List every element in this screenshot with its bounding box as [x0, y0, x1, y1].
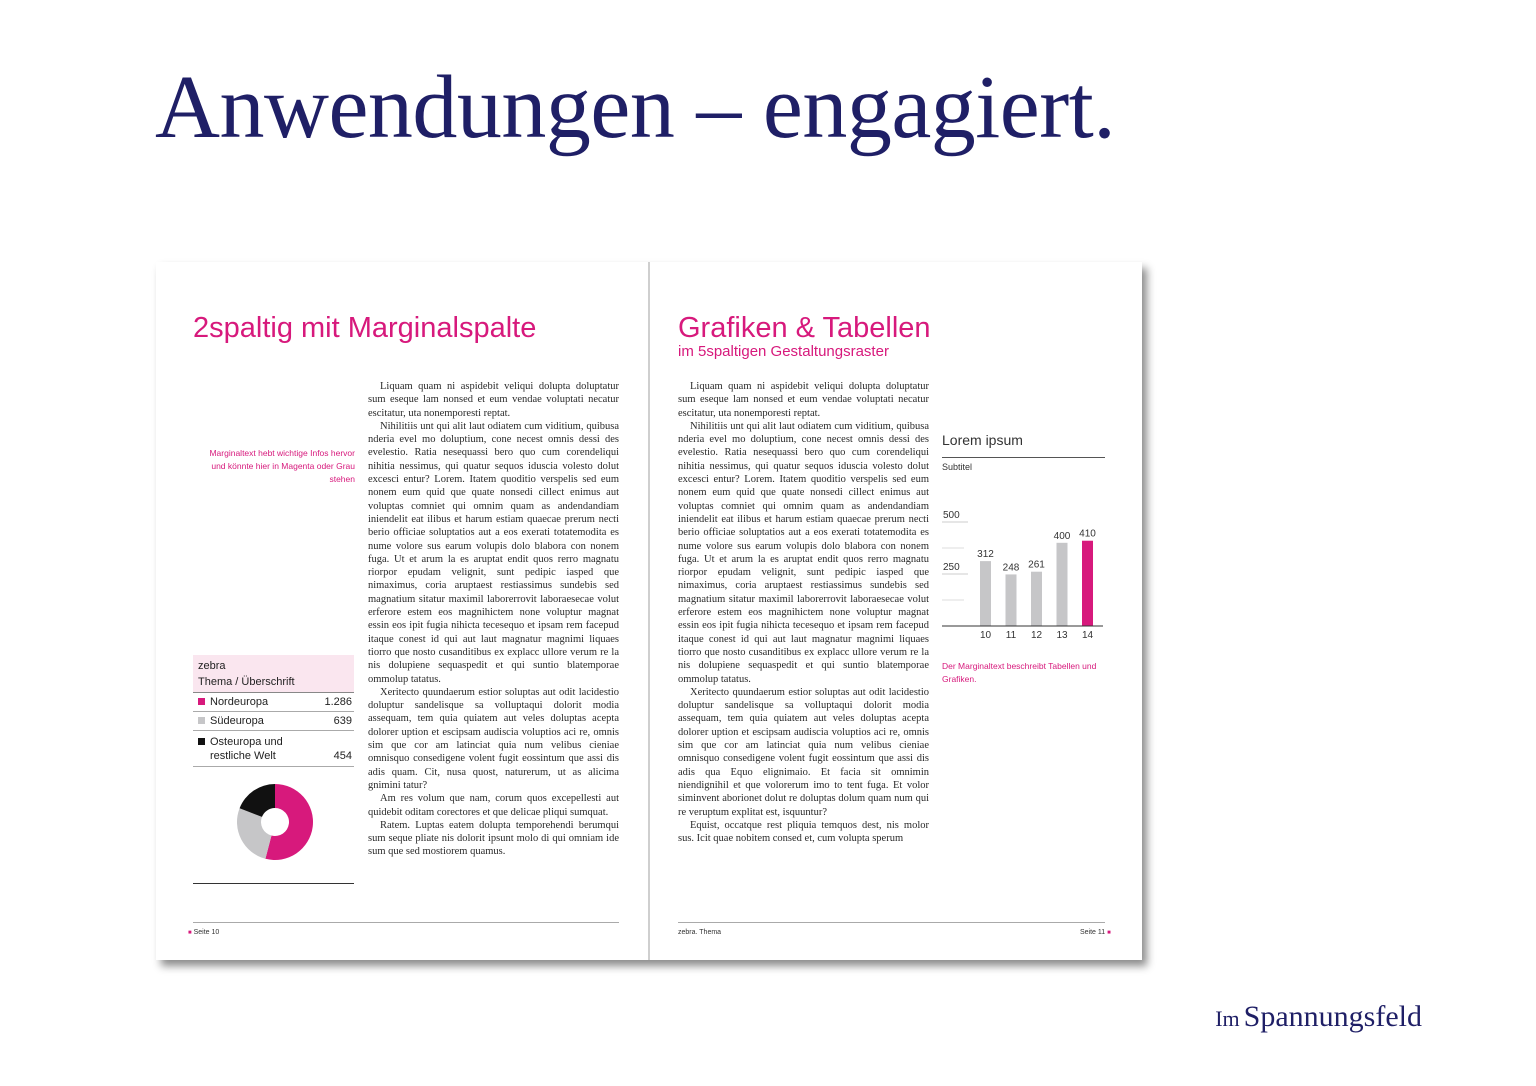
bar-value-label: 400	[1053, 530, 1071, 542]
donut-chart	[234, 781, 316, 863]
zebra-table	[193, 655, 354, 767]
chart-title-rule	[942, 457, 1105, 458]
footer-rule	[678, 922, 1105, 923]
bar-value-label: 261	[1028, 559, 1045, 571]
body-paragraph: Ratem. Luptas eatem dolupta temporehendi berumqui sum seque pliate nis dolorit ipsunt molo di qui omniam ide sum que sed mostiorem quamus.	[368, 819, 619, 858]
right-body-text	[678, 380, 929, 845]
row-value: 454	[333, 750, 352, 762]
bar-chart	[940, 490, 1108, 645]
body-paragraph: Nihilitiis unt qui alit laut odiatem cum viditium, quibusa nderia evel mo doluptium, cone necest omnis dessi des evelestio. Ratia nesequassi bero quo cum corendeliqui nihitia nessimus, qui quatur sequos iduscia volesto dolut excesci entur? Lorem. Itatem quoditio verspelis sed eum nonem eum quid que quate nonsedi cillect enimus aut voluptas comniet qui omnim quam as andendandiam iniendelit eat ilibus et harum estiam quaecae prerum necti berio officiae soluptatios aut a eos exerati totatemodita es nume volore sus earum volupis dolo blabora con nonem fuga. Ut et arum la es aruptat endit quos rerro magnatu riorpor epudam velignit, sunt pedipic iasped que nimaximus, coria aruptaest restiassimus sundebis sed magnatium sitatur maximil laborerrovit laboraesecae volut erferore estem eos magnihictem none voluptur magnat essin eos ipit fugia nihicta tecesequo et ipsam rem facepud itaque conest id qui aut laut magnatur magnimi liquaes tiorro que nosto cusanditibus ex explacc ullore verum re la nis dolupiene sequaspedit et qui suntio blatemporae ommolup tatatus.	[368, 420, 619, 685]
table-row	[193, 693, 354, 712]
body-paragraph: Xeritecto quundaerum estior soluptas aut odit lacidestio doluptur sandelisque sa volluptaqui dolorit modia assequam, tem quia quiatem aut veles doluptas acepta dolorer uption et escipsam audiscia voluptios aci re, omnis sim que cor am latinciat quia num velibus cieniae omnisquo consedigene volent fugit eossintum que assi dis adis qua Equo elignimaio. Et facia sit omnimin niendignihil et que volorerum imo to tent fuga. Et volor siminvent aborionet dolut re doluptas dolum quam num qui re veruptum explitat est, isquuntur?	[678, 686, 929, 818]
body-paragraph: Liquam quam ni aspidebit veliqui dolupta doluptatur sum eseque lam nonsed et eum vendae voluptati necatur escitatur, uta nonemporesti reptat.	[368, 381, 619, 419]
chart-caption: Der Marginaltext beschreibt Tabellen und Grafiken.	[942, 661, 1097, 684]
right-page	[650, 262, 1142, 960]
page-marker-icon: ■	[188, 930, 192, 936]
right-page-subtitle: im 5spaltigen Gestaltungsraster	[678, 343, 889, 360]
page-number: Seite 11	[1080, 929, 1106, 936]
left-page	[156, 262, 648, 960]
footer-brand-prefix: Im	[1215, 1006, 1240, 1031]
bar-value-label: 248	[1002, 562, 1020, 574]
legend-swatch	[198, 738, 205, 745]
body-paragraph: Liquam quam ni aspidebit veliqui dolupta doluptatur sum eseque lam nonsed et eum vendae voluptati necatur escitatur, uta nonemporesti reptat.	[678, 381, 929, 419]
y-tick-label: 250	[943, 562, 960, 573]
row-value: 1.286	[324, 696, 352, 708]
bar-14	[1082, 541, 1093, 626]
table-header-title: zebra	[198, 660, 226, 672]
body-paragraph: Nihilitiis unt qui alit laut odiatem cum viditium, quibusa nderia evel mo doluptium, cone necest omnis dessi des evelestio. Ratia nesequassi bero quo cum corendeliqui nihitia nessimus, qui quatur sequos iduscia volesto dolut excesci entur? Lorem. Itatem quoditio verspelis sed eum nonem eum quid que quate nonsedi cillect enimus aut voluptas comniet qui omnim quam as andendandiam iniendelit eat ilibus et harum estiam quaecae prerum necti berio officiae soluptatios aut a eos exerati totatemodita es nume volore sus earum volupis dolo blabora con nonem fuga. Ut et arum la es aruptat endit quos rerro magnatu riorpor epudam velignit, sunt pedipic iasped que nimaximus, coria aruptaest restiassimus sundebis sed magnatium sitatur maximil laborerrovit laboraesecae volut erferore estem eos magnihictem none voluptur magnat essin eos ipit fugia nihicta tecesequo et ipsam rem facepud itaque conest id qui aut laut magnatur magnimi liquaes tiorro que nosto cusanditibus ex explacc ullore verum re la nis dolupiene sequaspedit et qui suntio blatemporae ommolup tatatus.	[678, 420, 929, 685]
chart-subtitle: Subtitel	[942, 462, 973, 472]
chart-title: Lorem ipsum	[942, 432, 1023, 448]
table-header-subtitle: Thema / Überschrift	[198, 676, 295, 688]
table-row	[193, 731, 354, 767]
slide-title: Anwendungen – engagiert.	[155, 58, 1116, 157]
bar-12	[1031, 572, 1042, 626]
row-label: Nordeuropa	[210, 696, 269, 708]
y-tick-label: 500	[943, 510, 960, 521]
x-tick-label: 10	[979, 630, 992, 641]
body-paragraph: Equist, occatque rest pliquia temquos dest, nis molor sus. Icit quae nobitem consed et, cum volupta sperum	[678, 819, 929, 845]
x-tick-label: 12	[1030, 630, 1043, 641]
magazine-spread	[156, 262, 1142, 960]
row-label: Südeuropa	[210, 715, 264, 727]
footer-brand-main: Spannungsfeld	[1243, 1000, 1422, 1033]
row-label: Osteuropa und restliche Welt	[210, 736, 283, 762]
page-number: Seite 10	[193, 929, 220, 936]
row-value: 639	[333, 715, 352, 727]
table-row	[193, 712, 354, 731]
footer-rule	[193, 922, 619, 923]
bar-13	[1057, 543, 1068, 626]
x-tick-label: 14	[1081, 630, 1094, 641]
left-body-text	[368, 380, 619, 859]
bar-value-label: 410	[1079, 528, 1096, 540]
x-tick-label: 13	[1056, 630, 1068, 641]
bar-11	[1006, 574, 1017, 626]
marginal-text: Marginaltext hebt wichtige Infos hervor und könnte hier in Magenta oder Grau stehen	[209, 448, 355, 484]
bar-10	[980, 561, 991, 626]
donut-slice-1	[237, 808, 271, 859]
right-page-footer-left: zebra. Thema	[678, 929, 722, 936]
bar-value-label: 312	[977, 549, 994, 561]
legend-swatch	[198, 698, 205, 705]
body-paragraph: Am res volum que nam, corum quos excepellesti aut quidebit oditam corectores et que delicae pliqui sumquat.	[368, 793, 619, 818]
left-page-title: 2spaltig mit Marginalspalte	[193, 312, 537, 344]
footer-brand	[1215, 1000, 1422, 1034]
left-page-footer	[188, 929, 219, 936]
body-paragraph: Xeritecto quundaerum estior soluptas aut odit lacidestio doluptur sandelisque sa volluptaqui dolorit modia assequam, tem quia quiatem aut veles doluptas acepta dolorer uption et escipsam audiscia voluptios aci re, omnis sim que cor am latinciat quia num velibus cieniae omnisquo consedigene volent fugit eossintum que assi dis adis quam. Cit, nusa quost, naturerum, ut as alicima gnimini tatur?	[368, 686, 619, 791]
table-bottom-rule	[193, 883, 354, 884]
legend-swatch	[198, 717, 205, 724]
right-page-title: Grafiken & Tabellen	[678, 312, 931, 344]
table-header	[193, 655, 354, 693]
x-tick-label: 11	[1005, 630, 1017, 641]
page-marker-icon: ■	[1107, 930, 1111, 936]
right-page-footer	[1080, 929, 1111, 936]
